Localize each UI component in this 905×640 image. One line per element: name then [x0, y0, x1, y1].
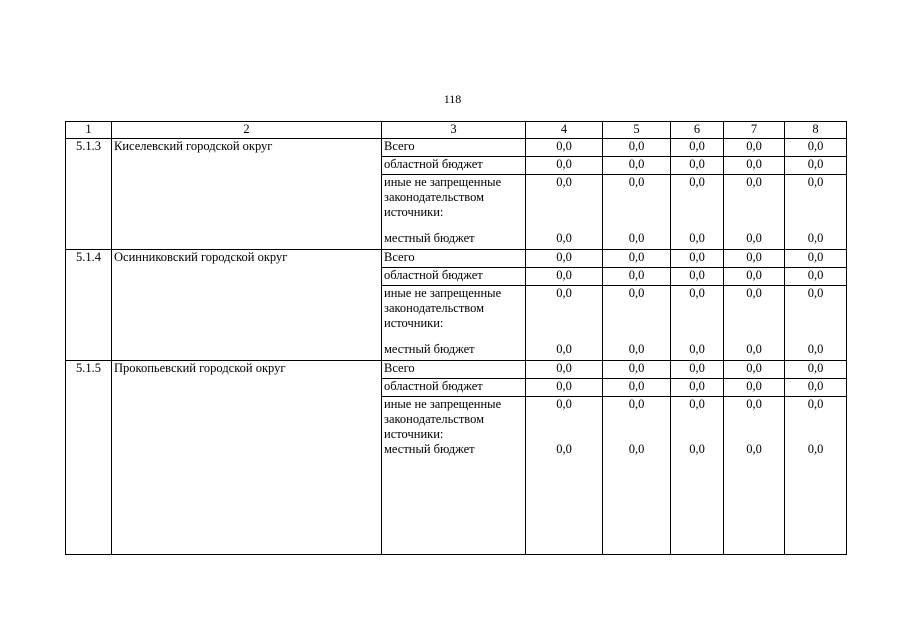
header-cell: 5	[603, 122, 671, 139]
value-cell: 0,0	[603, 250, 671, 268]
value-cell: 0,0	[526, 231, 603, 250]
header-cell: 3	[382, 122, 526, 139]
budget-table	[65, 121, 847, 555]
row-code	[66, 231, 112, 250]
municipality-name	[112, 286, 382, 343]
value-cell: 0,0	[603, 286, 671, 343]
value-cell: 0,0	[526, 286, 603, 343]
value-cell: 0,0	[671, 231, 724, 250]
value-cell: 0,0	[785, 442, 847, 555]
value-cell: 0,0	[671, 250, 724, 268]
value-cell: 0,0	[526, 342, 603, 361]
header-cell: 2	[112, 122, 382, 139]
table-row	[66, 157, 847, 175]
value-cell: 0,0	[671, 268, 724, 286]
value-cell: 0,0	[603, 342, 671, 361]
value-cell: 0,0	[603, 361, 671, 379]
funding-source-label: иные не запрещенные законодательством источники:	[382, 175, 526, 232]
value-cell: 0,0	[785, 175, 847, 232]
value-cell: 0,0	[671, 157, 724, 175]
municipality-name	[112, 397, 382, 443]
value-cell: 0,0	[785, 268, 847, 286]
row-code	[66, 442, 112, 555]
municipality-name	[112, 342, 382, 361]
header-cell: 1	[66, 122, 112, 139]
table-row	[66, 231, 847, 250]
municipality-name	[112, 157, 382, 175]
funding-source-label: местный бюджет	[382, 442, 526, 555]
municipality-name: Киселевский городской округ	[112, 139, 382, 157]
table-row	[66, 397, 847, 443]
municipality-name	[112, 442, 382, 555]
value-cell: 0,0	[603, 139, 671, 157]
header-cell: 6	[671, 122, 724, 139]
value-cell: 0,0	[785, 157, 847, 175]
value-cell: 0,0	[526, 268, 603, 286]
funding-source-label: иные не запрещенные законодательством источники:	[382, 397, 526, 443]
municipality-name: Прокопьевский городской округ	[112, 361, 382, 379]
value-cell: 0,0	[671, 342, 724, 361]
row-code: 5.1.3	[66, 139, 112, 157]
municipality-name	[112, 268, 382, 286]
table-row	[66, 250, 847, 268]
funding-source-label: областной бюджет	[382, 157, 526, 175]
value-cell: 0,0	[603, 442, 671, 555]
funding-source-label: областной бюджет	[382, 268, 526, 286]
value-cell: 0,0	[724, 286, 785, 343]
funding-source-label: Всего	[382, 361, 526, 379]
value-cell: 0,0	[724, 175, 785, 232]
value-cell: 0,0	[603, 268, 671, 286]
funding-source-label: иные не запрещенные законодательством источники:	[382, 286, 526, 343]
row-code	[66, 397, 112, 443]
value-cell: 0,0	[724, 379, 785, 397]
funding-source-label: Всего	[382, 139, 526, 157]
value-cell: 0,0	[724, 397, 785, 443]
table-row	[66, 268, 847, 286]
value-cell: 0,0	[671, 442, 724, 555]
municipality-name	[112, 175, 382, 232]
row-code	[66, 286, 112, 343]
value-cell: 0,0	[526, 379, 603, 397]
value-cell: 0,0	[724, 139, 785, 157]
value-cell: 0,0	[785, 342, 847, 361]
value-cell: 0,0	[526, 139, 603, 157]
row-code: 5.1.5	[66, 361, 112, 379]
value-cell: 0,0	[785, 361, 847, 379]
funding-source-label: Всего	[382, 250, 526, 268]
value-cell: 0,0	[724, 157, 785, 175]
value-cell: 0,0	[724, 342, 785, 361]
value-cell: 0,0	[785, 231, 847, 250]
value-cell: 0,0	[526, 157, 603, 175]
value-cell: 0,0	[526, 175, 603, 232]
value-cell: 0,0	[603, 379, 671, 397]
header-cell: 4	[526, 122, 603, 139]
municipality-name	[112, 231, 382, 250]
funding-source-label: местный бюджет	[382, 342, 526, 361]
value-cell: 0,0	[724, 361, 785, 379]
value-cell: 0,0	[526, 397, 603, 443]
funding-source-label: областной бюджет	[382, 379, 526, 397]
municipality-name: Осинниковский городской округ	[112, 250, 382, 268]
value-cell: 0,0	[785, 250, 847, 268]
table-row	[66, 342, 847, 361]
value-cell: 0,0	[603, 397, 671, 443]
value-cell: 0,0	[671, 139, 724, 157]
value-cell: 0,0	[724, 231, 785, 250]
row-code	[66, 175, 112, 232]
row-code	[66, 342, 112, 361]
row-code	[66, 157, 112, 175]
table-row	[66, 139, 847, 157]
municipality-name	[112, 379, 382, 397]
value-cell: 0,0	[785, 286, 847, 343]
value-cell: 0,0	[603, 157, 671, 175]
value-cell: 0,0	[671, 379, 724, 397]
value-cell: 0,0	[785, 139, 847, 157]
value-cell: 0,0	[671, 175, 724, 232]
header-cell: 7	[724, 122, 785, 139]
page-number: 118	[443, 92, 462, 106]
row-code	[66, 268, 112, 286]
value-cell: 0,0	[724, 250, 785, 268]
value-cell: 0,0	[785, 379, 847, 397]
value-cell: 0,0	[526, 442, 603, 555]
value-cell: 0,0	[671, 286, 724, 343]
header-cell: 8	[785, 122, 847, 139]
value-cell: 0,0	[603, 231, 671, 250]
value-cell: 0,0	[671, 361, 724, 379]
table-row	[66, 286, 847, 343]
row-code: 5.1.4	[66, 250, 112, 268]
table-row	[66, 361, 847, 379]
table-row	[66, 379, 847, 397]
funding-source-label: местный бюджет	[382, 231, 526, 250]
value-cell: 0,0	[526, 250, 603, 268]
header-row	[66, 122, 847, 139]
row-code	[66, 379, 112, 397]
value-cell: 0,0	[785, 397, 847, 443]
value-cell: 0,0	[671, 397, 724, 443]
table-row	[66, 442, 847, 555]
value-cell: 0,0	[724, 268, 785, 286]
value-cell: 0,0	[724, 442, 785, 555]
value-cell: 0,0	[603, 175, 671, 232]
value-cell: 0,0	[526, 361, 603, 379]
table-row	[66, 175, 847, 232]
